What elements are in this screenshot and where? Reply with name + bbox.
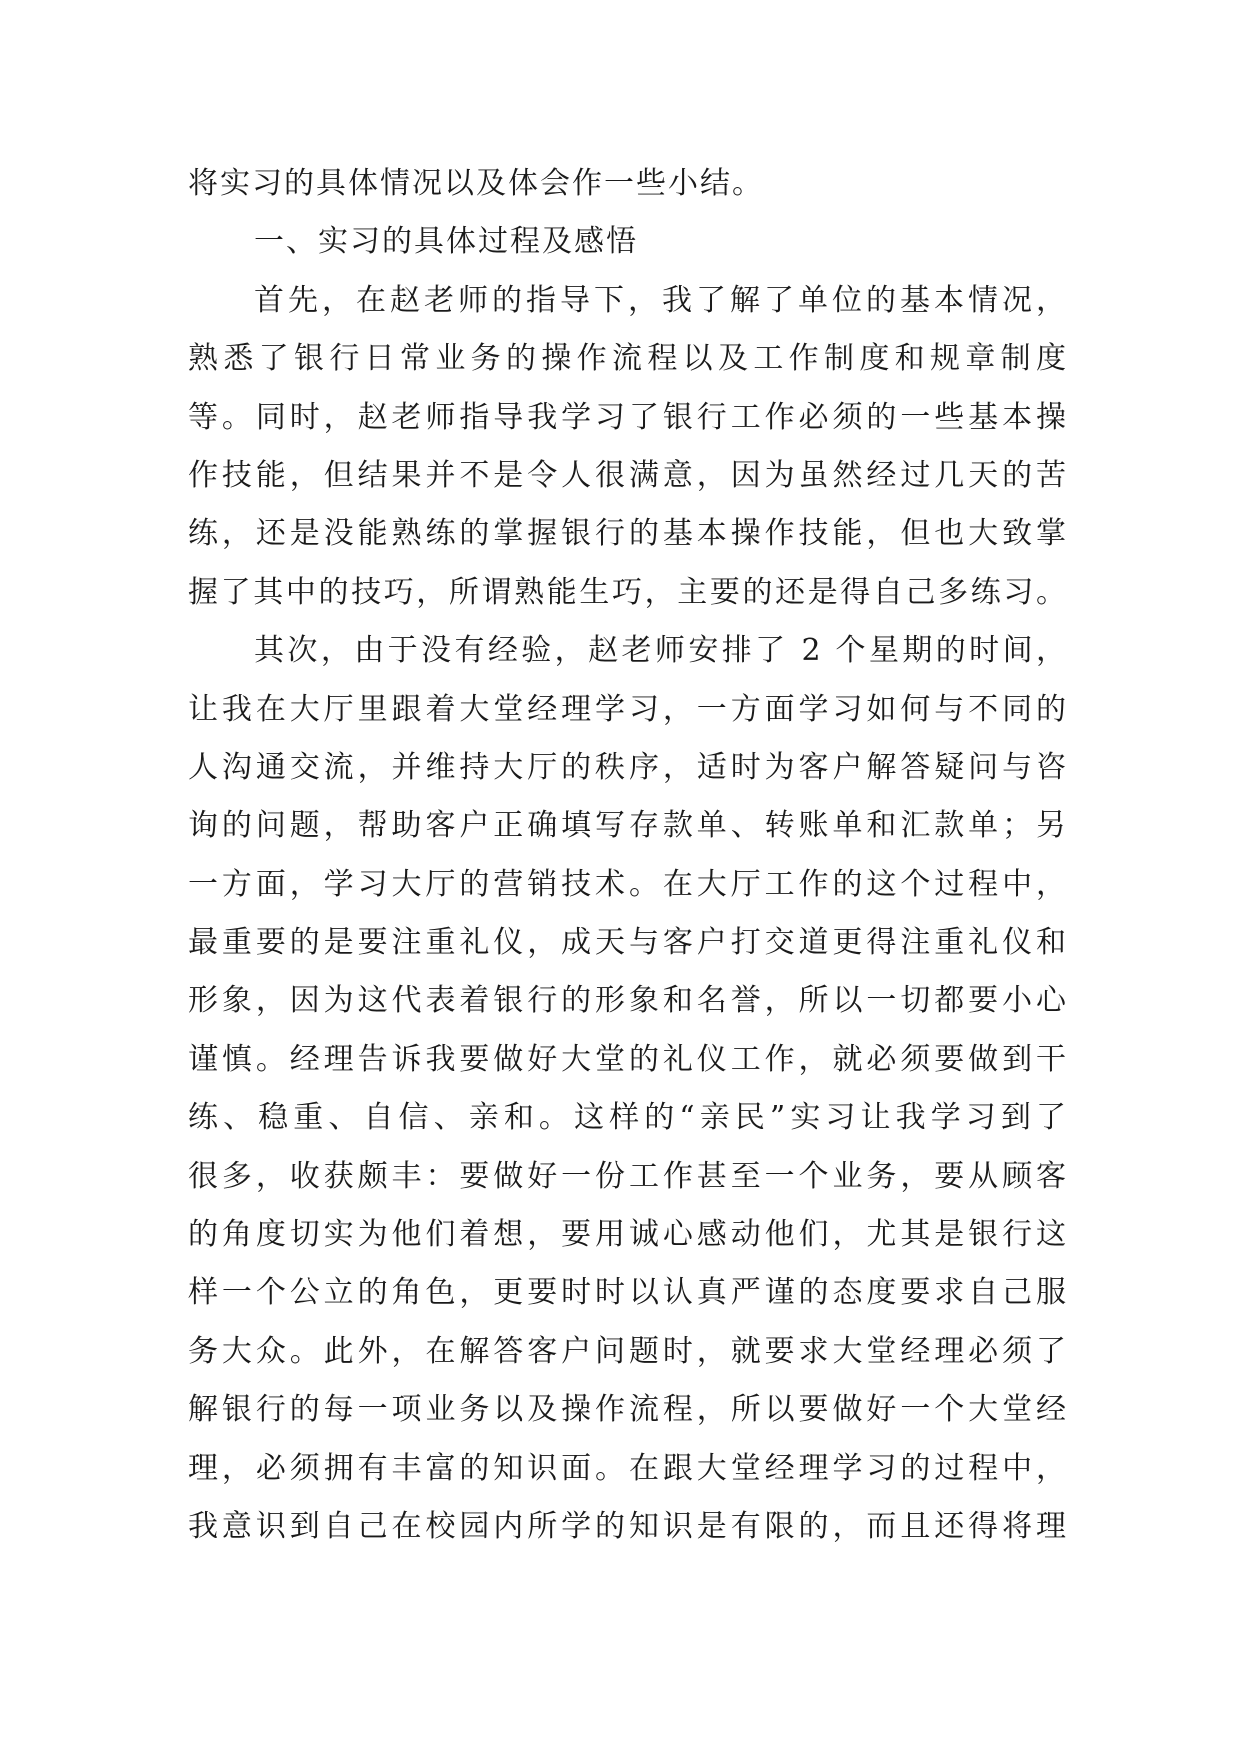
document-body	[188, 155, 1068, 1556]
text-line: 将实习的具体情况以及体会作一些小结。	[188, 166, 764, 201]
text-line: 谨慎。经理告诉我要做好大堂的礼仪工作，就必须要做到干	[188, 1041, 1068, 1077]
text-line: 握了其中的技巧，所谓熟能生巧，主要的还是得自己多练习。	[188, 574, 1068, 610]
text-line: 务大众。此外，在解答客户问题时，就要求大堂经理必须了	[188, 1333, 1068, 1369]
text-line: 最重要的是要注重礼仪，成天与客户打交道更得注重礼仪和	[188, 925, 1068, 961]
text-line: 练、稳重、自信、亲和。这样的“亲民”实习让我学习到了	[188, 1100, 1068, 1136]
text-line: 熟悉了银行日常业务的操作流程以及工作制度和规章制度	[188, 341, 1068, 377]
text-line: 等。同时，赵老师指导我学习了银行工作必须的一些基本操	[188, 399, 1068, 435]
text-line: 一方面，学习大厅的营销技术。在大厅工作的这个过程中，	[188, 866, 1068, 902]
paragraph-1-line-1: 首先，在赵老师的指导下，我了解了单位的基本情况，	[254, 282, 1068, 318]
text-line: 形象，因为这代表着银行的形象和名誉，所以一切都要小心	[188, 983, 1068, 1019]
text-line: 练，还是没能熟练的掌握银行的基本操作技能，但也大致掌	[188, 516, 1068, 552]
text-line: 的角度切实为他们着想，要用诚心感动他们，尤其是银行这	[188, 1217, 1068, 1253]
text-line: 作技能，但结果并不是令人很满意，因为虽然经过几天的苦	[188, 457, 1068, 493]
paragraph-2-line-1: 其次，由于没有经验，赵老师安排了 2 个星期的时间，	[254, 633, 1068, 669]
text-line: 样一个公立的角色，更要时时以认真严谨的态度要求自己服	[188, 1275, 1068, 1311]
text-line: 人沟通交流，并维持大厅的秩序，适时为客户解答疑问与咨	[188, 749, 1068, 785]
text-line: 理，必须拥有丰富的知识面。在跟大堂经理学习的过程中，	[188, 1450, 1068, 1486]
text-line: 很多，收获颇丰：要做好一份工作甚至一个业务，要从顾客	[188, 1158, 1068, 1194]
text-line: 让我在大厅里跟着大堂经理学习，一方面学习如何与不同的	[188, 691, 1068, 727]
text-line: 我意识到自己在校园内所学的知识是有限的，而且还得将理	[188, 1508, 1068, 1544]
text-line: 解银行的每一项业务以及操作流程，所以要做好一个大堂经	[188, 1392, 1068, 1428]
section-heading: 一、实习的具体过程及感悟	[254, 224, 638, 260]
text-line: 询的问题，帮助客户正确填写存款单、转账单和汇款单；另	[188, 808, 1068, 844]
